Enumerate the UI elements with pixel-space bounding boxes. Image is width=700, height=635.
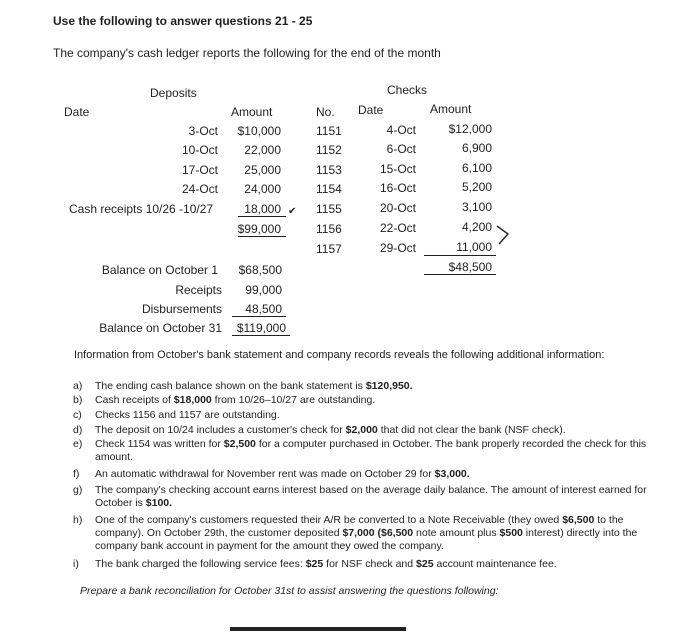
- item-text: [95, 380, 670, 393]
- item-text-segment: The company's checking account earns interest based on the average daily balance. The amount of interest earned for October is: [95, 484, 647, 509]
- summary-amount: $119,000: [236, 321, 286, 335]
- deposit-date: 24-Oct: [181, 182, 218, 196]
- check-no: 1157: [316, 242, 342, 256]
- info-item: [73, 394, 673, 407]
- instruction-heading: Use the following to answer questions 21 - 25: [53, 14, 313, 28]
- check-date: 16-Oct: [379, 181, 416, 195]
- check-amount: 6,100: [461, 161, 492, 175]
- item-label: f): [73, 468, 80, 480]
- bottom-rule: [230, 627, 406, 631]
- summary-label: Balance on October 1: [101, 263, 218, 277]
- item-text-segment: to the company). On October 29th, the customer deposited: [95, 514, 624, 539]
- checkmark-icon: ✔︎: [288, 206, 297, 217]
- item-text: [95, 424, 670, 437]
- check-no-header: No.: [316, 105, 335, 119]
- item-text-segment: The deposit on 10/24 includes a customer's check for: [95, 424, 346, 436]
- check-date: 22-Oct: [379, 221, 416, 235]
- deposits-total-rule: [238, 236, 286, 237]
- item-text-bold: $7,000 ($6,500: [342, 527, 414, 539]
- summary-label: Receipts: [175, 283, 222, 297]
- item-text-segment: note amount plus: [413, 527, 500, 539]
- checks-subtotal-rule: [424, 255, 496, 256]
- summary-rule: [232, 316, 286, 317]
- check-amount: 11,000: [456, 240, 492, 254]
- check-amount: 6,900: [461, 141, 492, 155]
- deposit-amount-header: Amount: [231, 105, 273, 119]
- check-amount: $12,000: [448, 122, 492, 136]
- item-text: [95, 468, 670, 481]
- item-text: [95, 558, 670, 571]
- item-text-segment: Cash receipts of: [95, 394, 174, 406]
- item-label: b): [73, 394, 83, 406]
- item-text-bold: $100.: [145, 497, 173, 509]
- item-text: [95, 484, 670, 510]
- summary-label: Disbursements: [141, 302, 222, 316]
- deposit-date: Cash receipts 10/26 -10/27: [69, 202, 214, 216]
- item-label: a): [73, 380, 83, 392]
- info-item: [73, 409, 673, 422]
- item-text: [95, 394, 670, 407]
- deposit-amount: 25,000: [244, 163, 281, 177]
- item-label: d): [73, 424, 83, 436]
- bracket-mark-icon: [494, 222, 514, 248]
- item-text-bold: $18,000: [173, 394, 212, 406]
- deposits-total: $99,000: [237, 222, 281, 236]
- item-text: [95, 409, 670, 422]
- deposit-date: 17-Oct: [181, 163, 218, 177]
- check-no: 1156: [316, 222, 342, 236]
- item-text-segment: One of the company's customers requested their A/R be converted to a Note Receivable (they owed: [95, 514, 563, 526]
- item-text-bold: $25: [416, 558, 434, 570]
- check-amount: 4,200: [461, 220, 492, 234]
- item-text-segment: for a computer purchased in October. The bank properly recorded the check for this amount.: [95, 438, 647, 463]
- info-item: [73, 558, 673, 571]
- info-intro: Information from October's bank statement and company records reveals the following additional information:: [74, 349, 605, 361]
- item-text-bold: $120,950.: [365, 380, 413, 392]
- checks-total-rule: [424, 274, 496, 275]
- item-text-segment: Check 1154 was written for: [95, 438, 224, 450]
- item-text-segment: account maintenance fee.: [433, 558, 557, 570]
- check-no: 1155: [316, 202, 342, 216]
- check-no: 1152: [316, 143, 342, 157]
- deposit-amount: 18,000: [244, 202, 281, 216]
- check-date: 6-Oct: [386, 142, 416, 156]
- check-date: 20-Oct: [379, 201, 416, 215]
- deposit-amount: 24,000: [244, 182, 281, 196]
- intro-text: The company's cash ledger reports the following for the end of the month: [53, 46, 441, 60]
- summary-amount: 48,500: [245, 302, 282, 316]
- item-text-segment: that did not clear the bank (NSF check).: [377, 424, 566, 436]
- item-label: g): [73, 484, 83, 496]
- summary-amount: $68,500: [238, 263, 282, 277]
- item-text: [95, 438, 670, 464]
- item-text-bold: $2,500: [223, 438, 256, 450]
- deposit-date-header: Date: [64, 105, 90, 119]
- deposit-date: 10-Oct: [181, 143, 218, 157]
- summary-amount: 99,000: [245, 283, 282, 297]
- checks-heading: Checks: [387, 83, 428, 97]
- item-text-bold: $25: [305, 558, 324, 570]
- info-item: [73, 424, 673, 437]
- item-text-segment: An automatic withdrawal for November rent was made on October 29 for: [95, 468, 435, 480]
- deposit-date: 3-Oct: [188, 124, 218, 138]
- summary-total-rule: [232, 335, 290, 336]
- check-amount: 5,200: [461, 180, 492, 194]
- check-no: 1151: [316, 124, 342, 138]
- item-label: e): [73, 438, 83, 450]
- check-no: 1154: [316, 182, 342, 196]
- item-label: h): [73, 514, 83, 526]
- item-text-bold: $3,000.: [434, 468, 470, 480]
- item-text-segment: interest) directly into the company bank account in payment for the amount they owed the company.: [95, 527, 638, 552]
- check-date: 15-Oct: [379, 162, 416, 176]
- info-item: [73, 484, 673, 510]
- check-no: 1153: [316, 163, 342, 177]
- info-item: [73, 468, 673, 481]
- info-item: [73, 380, 673, 393]
- item-label: i): [73, 558, 79, 570]
- item-text-segment: from 10/26–10/27 are outstanding.: [211, 394, 376, 406]
- item-text-segment: for NSF check and: [323, 558, 417, 570]
- deposit-amount: 22,000: [244, 143, 281, 157]
- item-text-bold: $500: [499, 527, 523, 539]
- summary-label: Balance on October 31: [99, 321, 222, 335]
- checks-total: $48,500: [448, 260, 492, 274]
- check-date-header: Date: [358, 103, 384, 117]
- info-item: [73, 438, 673, 464]
- item-label: c): [73, 409, 82, 421]
- item-text-bold: $6,500: [562, 514, 595, 526]
- check-date: 4-Oct: [386, 123, 416, 137]
- item-text-segment: The ending cash balance shown on the bank statement is: [95, 380, 366, 392]
- check-amount-header: Amount: [430, 102, 472, 116]
- closing-instruction: Prepare a bank reconciliation for October 31st to assist answering the questions following:: [80, 585, 499, 597]
- deposit-amount: $10,000: [237, 124, 281, 138]
- deposits-heading: Deposits: [150, 86, 197, 100]
- check-date: 29-Oct: [379, 241, 416, 255]
- item-text-bold: $2,000: [345, 424, 378, 436]
- info-item: [73, 514, 673, 553]
- item-text-segment: Checks 1156 and 1157 are outstanding.: [95, 409, 280, 421]
- check-amount: 3,100: [461, 200, 492, 214]
- item-text-segment: The bank charged the following service fees:: [95, 558, 306, 570]
- item-text: [95, 514, 670, 553]
- deposits-subtotal-rule: [238, 216, 286, 217]
